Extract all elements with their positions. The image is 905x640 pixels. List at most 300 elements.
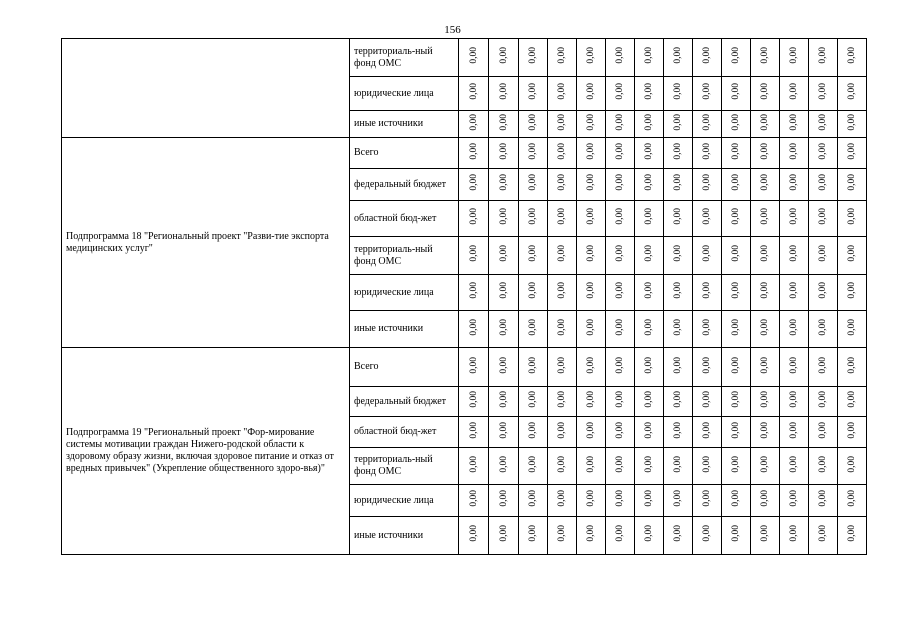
- value-cell: [635, 201, 664, 237]
- value-text: 0,00: [644, 490, 654, 507]
- value-text: 0,00: [702, 421, 712, 439]
- value-cell: [635, 237, 664, 275]
- value-text: 0,00: [847, 356, 857, 374]
- value-text: 0,00: [818, 421, 828, 439]
- value-text: 0,00: [498, 83, 509, 100]
- value-cell: [577, 448, 606, 485]
- value-text: 0,00: [586, 142, 596, 160]
- value-text: 0,00: [760, 391, 770, 408]
- value-text: 0,00: [468, 490, 479, 507]
- value-cell: [664, 77, 693, 111]
- value-text: 0,00: [760, 174, 770, 191]
- value-cell: [489, 448, 519, 485]
- value-text: 0,00: [702, 245, 712, 262]
- value-cell: [459, 138, 489, 169]
- value-text: 0,00: [615, 83, 625, 100]
- value-text: 0,00: [557, 356, 567, 374]
- value-cell: [809, 39, 838, 77]
- funding-source-cell: территориаль-ный фонд ОМС: [350, 448, 459, 485]
- value-text: 0,00: [702, 47, 712, 64]
- value-cell: [459, 387, 489, 417]
- value-text: 0,00: [760, 356, 770, 374]
- value-text: 0,00: [498, 113, 509, 131]
- value-cell: [459, 201, 489, 237]
- value-cell: [664, 237, 693, 275]
- value-text: 0,00: [498, 391, 509, 408]
- value-text: 0,00: [731, 525, 741, 542]
- value-cell: [519, 448, 548, 485]
- value-text: 0,00: [673, 490, 683, 507]
- value-cell: [577, 311, 606, 348]
- funding-source-cell: Всего: [350, 138, 459, 169]
- value-cell: [519, 311, 548, 348]
- value-text: 0,00: [586, 391, 596, 408]
- value-cell: [577, 275, 606, 311]
- value-text: 0,00: [498, 142, 509, 160]
- value-text: 0,00: [528, 113, 538, 131]
- value-cell: [664, 311, 693, 348]
- value-cell: [838, 237, 867, 275]
- value-cell: [635, 485, 664, 517]
- value-cell: [838, 275, 867, 311]
- value-cell: [751, 39, 780, 77]
- value-text: 0,00: [615, 525, 625, 542]
- value-cell: [780, 275, 809, 311]
- value-text: 0,00: [498, 525, 509, 542]
- value-text: 0,00: [731, 174, 741, 191]
- value-text: 0,00: [760, 421, 770, 439]
- value-cell: [664, 417, 693, 448]
- value-text: 0,00: [702, 208, 712, 225]
- value-cell: [548, 237, 577, 275]
- value-text: 0,00: [498, 47, 509, 64]
- value-text: 0,00: [644, 83, 654, 100]
- value-text: 0,00: [673, 47, 683, 64]
- value-cell: [838, 348, 867, 387]
- value-text: 0,00: [468, 142, 479, 160]
- value-text: 0,00: [760, 525, 770, 542]
- value-text: 0,00: [557, 47, 567, 64]
- budget-table: [61, 38, 867, 555]
- value-text: 0,00: [498, 282, 509, 299]
- value-text: 0,00: [557, 113, 567, 131]
- value-text: 0,00: [760, 282, 770, 299]
- value-text: 0,00: [760, 47, 770, 64]
- value-text: 0,00: [528, 83, 538, 100]
- value-cell: [459, 77, 489, 111]
- value-text: 0,00: [847, 142, 857, 160]
- value-cell: [722, 39, 751, 77]
- value-cell: [548, 275, 577, 311]
- value-cell: [809, 448, 838, 485]
- value-text: 0,00: [644, 282, 654, 299]
- value-cell: [606, 111, 635, 138]
- value-text: 0,00: [615, 356, 625, 374]
- value-cell: [809, 387, 838, 417]
- value-cell: [780, 448, 809, 485]
- value-text: 0,00: [468, 83, 479, 100]
- value-cell: [664, 138, 693, 169]
- funding-source-cell: иные источники: [350, 311, 459, 348]
- value-text: 0,00: [586, 525, 596, 542]
- value-cell: [722, 201, 751, 237]
- value-text: 0,00: [528, 47, 538, 64]
- value-text: 0,00: [498, 490, 509, 507]
- value-cell: [693, 448, 722, 485]
- value-cell: [809, 485, 838, 517]
- value-text: 0,00: [468, 245, 479, 262]
- value-text: 0,00: [644, 113, 654, 131]
- value-text: 0,00: [731, 356, 741, 374]
- value-cell: [489, 169, 519, 201]
- value-text: 0,00: [818, 47, 828, 64]
- value-cell: [459, 39, 489, 77]
- value-cell: [606, 77, 635, 111]
- value-cell: [693, 169, 722, 201]
- value-cell: [635, 448, 664, 485]
- value-cell: [635, 417, 664, 448]
- value-text: 0,00: [847, 421, 857, 439]
- value-cell: [751, 77, 780, 111]
- value-text: 0,00: [644, 421, 654, 439]
- value-cell: [489, 275, 519, 311]
- value-cell: [459, 237, 489, 275]
- value-text: 0,00: [702, 525, 712, 542]
- program-cell: Подпрограмма 19 "Региональный проект "Фор-мирование системы мотивации граждан Нижего-родской области к здоровому образу жизни, включая здоровое питание и отказ от вредных привычек" (Укрепление общественного здоро-вья)": [62, 348, 350, 555]
- value-cell: [635, 311, 664, 348]
- value-text: 0,00: [468, 113, 479, 131]
- value-cell: [780, 387, 809, 417]
- value-cell: [693, 237, 722, 275]
- value-cell: [780, 169, 809, 201]
- value-cell: [548, 111, 577, 138]
- value-text: 0,00: [818, 142, 828, 160]
- value-cell: [577, 237, 606, 275]
- value-cell: [722, 387, 751, 417]
- value-text: 0,00: [528, 208, 538, 225]
- value-text: 0,00: [673, 356, 683, 374]
- funding-source-cell: Всего: [350, 348, 459, 387]
- funding-source-cell: областной бюд-жет: [350, 417, 459, 448]
- value-text: 0,00: [468, 174, 479, 191]
- value-cell: [519, 275, 548, 311]
- value-cell: [489, 517, 519, 555]
- value-cell: [751, 201, 780, 237]
- value-text: 0,00: [586, 455, 596, 473]
- value-text: 0,00: [818, 318, 828, 336]
- value-cell: [751, 485, 780, 517]
- value-cell: [606, 448, 635, 485]
- value-text: 0,00: [847, 490, 857, 507]
- value-text: 0,00: [586, 356, 596, 374]
- funding-source-cell: федеральный бюджет: [350, 169, 459, 201]
- value-text: 0,00: [702, 174, 712, 191]
- value-cell: [693, 77, 722, 111]
- value-cell: [751, 138, 780, 169]
- value-cell: [459, 311, 489, 348]
- value-text: 0,00: [702, 356, 712, 374]
- value-cell: [809, 77, 838, 111]
- value-cell: [519, 417, 548, 448]
- value-text: 0,00: [615, 318, 625, 336]
- value-cell: [606, 138, 635, 169]
- value-cell: [722, 237, 751, 275]
- value-text: 0,00: [586, 113, 596, 131]
- value-text: 0,00: [731, 142, 741, 160]
- value-text: 0,00: [586, 282, 596, 299]
- value-cell: [751, 387, 780, 417]
- value-text: 0,00: [673, 525, 683, 542]
- value-cell: [606, 348, 635, 387]
- value-cell: [606, 201, 635, 237]
- value-cell: [548, 138, 577, 169]
- value-cell: [548, 169, 577, 201]
- value-text: 0,00: [847, 525, 857, 542]
- value-text: 0,00: [760, 113, 770, 131]
- value-cell: [635, 77, 664, 111]
- value-text: 0,00: [789, 83, 799, 100]
- value-text: 0,00: [557, 421, 567, 439]
- value-cell: [809, 517, 838, 555]
- value-text: 0,00: [731, 318, 741, 336]
- value-cell: [722, 77, 751, 111]
- value-cell: [548, 201, 577, 237]
- value-text: 0,00: [468, 208, 479, 225]
- value-cell: [489, 201, 519, 237]
- value-text: 0,00: [557, 208, 567, 225]
- value-text: 0,00: [847, 47, 857, 64]
- value-text: 0,00: [673, 174, 683, 191]
- funding-source-cell: иные источники: [350, 111, 459, 138]
- value-cell: [459, 111, 489, 138]
- value-text: 0,00: [731, 245, 741, 262]
- value-cell: [722, 448, 751, 485]
- value-cell: [489, 237, 519, 275]
- value-text: 0,00: [731, 455, 741, 473]
- value-cell: [722, 169, 751, 201]
- value-text: 0,00: [615, 421, 625, 439]
- value-text: 0,00: [789, 391, 799, 408]
- value-cell: [693, 275, 722, 311]
- value-text: 0,00: [847, 208, 857, 225]
- value-cell: [489, 39, 519, 77]
- value-text: 0,00: [847, 318, 857, 336]
- value-cell: [809, 417, 838, 448]
- value-cell: [838, 138, 867, 169]
- value-cell: [838, 517, 867, 555]
- value-text: 0,00: [673, 113, 683, 131]
- value-text: 0,00: [528, 174, 538, 191]
- value-cell: [751, 237, 780, 275]
- value-cell: [780, 111, 809, 138]
- value-text: 0,00: [789, 142, 799, 160]
- value-text: 0,00: [789, 356, 799, 374]
- value-text: 0,00: [731, 208, 741, 225]
- table-row: [62, 39, 867, 77]
- value-cell: [809, 138, 838, 169]
- value-text: 0,00: [731, 113, 741, 131]
- value-text: 0,00: [760, 142, 770, 160]
- value-text: 0,00: [528, 525, 538, 542]
- table-row: [62, 348, 867, 387]
- value-text: 0,00: [673, 142, 683, 160]
- value-text: 0,00: [702, 83, 712, 100]
- value-cell: [489, 417, 519, 448]
- value-text: 0,00: [468, 455, 479, 473]
- value-cell: [606, 275, 635, 311]
- funding-source-cell: областной бюд-жет: [350, 201, 459, 237]
- value-text: 0,00: [586, 490, 596, 507]
- value-cell: [577, 39, 606, 77]
- value-cell: [459, 348, 489, 387]
- value-text: 0,00: [818, 455, 828, 473]
- value-text: 0,00: [789, 318, 799, 336]
- value-cell: [577, 77, 606, 111]
- value-cell: [664, 348, 693, 387]
- value-text: 0,00: [789, 490, 799, 507]
- value-cell: [664, 448, 693, 485]
- value-text: 0,00: [847, 83, 857, 100]
- value-text: 0,00: [468, 47, 479, 64]
- value-text: 0,00: [789, 421, 799, 439]
- value-cell: [693, 311, 722, 348]
- value-cell: [751, 517, 780, 555]
- value-text: 0,00: [789, 47, 799, 64]
- value-text: 0,00: [557, 83, 567, 100]
- value-text: 0,00: [557, 525, 567, 542]
- value-cell: [838, 77, 867, 111]
- value-cell: [780, 311, 809, 348]
- value-cell: [809, 111, 838, 138]
- value-cell: [606, 237, 635, 275]
- value-cell: [838, 448, 867, 485]
- value-cell: [635, 348, 664, 387]
- value-cell: [722, 138, 751, 169]
- value-cell: [693, 387, 722, 417]
- value-cell: [693, 111, 722, 138]
- value-text: 0,00: [760, 455, 770, 473]
- value-text: 0,00: [818, 282, 828, 299]
- value-cell: [693, 39, 722, 77]
- value-cell: [693, 201, 722, 237]
- value-text: 0,00: [528, 282, 538, 299]
- value-cell: [577, 111, 606, 138]
- value-text: 0,00: [615, 174, 625, 191]
- value-text: 0,00: [789, 174, 799, 191]
- value-text: 0,00: [702, 142, 712, 160]
- value-cell: [780, 77, 809, 111]
- funding-source-cell: территориаль-ный фонд ОМС: [350, 237, 459, 275]
- value-text: 0,00: [498, 318, 509, 336]
- value-cell: [751, 311, 780, 348]
- value-text: 0,00: [760, 245, 770, 262]
- funding-source-cell: юридические лица: [350, 485, 459, 517]
- value-text: 0,00: [760, 490, 770, 507]
- value-text: 0,00: [615, 142, 625, 160]
- value-text: 0,00: [557, 174, 567, 191]
- value-cell: [780, 138, 809, 169]
- value-cell: [780, 39, 809, 77]
- value-cell: [664, 275, 693, 311]
- value-text: 0,00: [702, 318, 712, 336]
- value-text: 0,00: [789, 113, 799, 131]
- value-text: 0,00: [818, 490, 828, 507]
- value-text: 0,00: [702, 391, 712, 408]
- value-text: 0,00: [847, 174, 857, 191]
- value-cell: [751, 169, 780, 201]
- value-text: 0,00: [847, 245, 857, 262]
- value-cell: [664, 111, 693, 138]
- value-cell: [519, 485, 548, 517]
- value-cell: [809, 237, 838, 275]
- value-cell: [606, 387, 635, 417]
- value-text: 0,00: [847, 113, 857, 131]
- value-cell: [548, 348, 577, 387]
- value-text: 0,00: [557, 391, 567, 408]
- value-text: 0,00: [468, 421, 479, 439]
- value-text: 0,00: [818, 83, 828, 100]
- value-text: 0,00: [847, 391, 857, 408]
- value-text: 0,00: [644, 391, 654, 408]
- value-text: 0,00: [528, 356, 538, 374]
- value-text: 0,00: [615, 208, 625, 225]
- value-cell: [635, 517, 664, 555]
- value-text: 0,00: [673, 455, 683, 473]
- value-text: 0,00: [615, 455, 625, 473]
- value-cell: [780, 417, 809, 448]
- value-text: 0,00: [731, 421, 741, 439]
- value-text: 0,00: [557, 282, 567, 299]
- value-text: 0,00: [644, 208, 654, 225]
- value-text: 0,00: [789, 245, 799, 262]
- value-text: 0,00: [847, 455, 857, 473]
- value-text: 0,00: [702, 455, 712, 473]
- value-text: 0,00: [468, 356, 479, 374]
- value-text: 0,00: [528, 245, 538, 262]
- value-text: 0,00: [760, 318, 770, 336]
- value-text: 0,00: [760, 208, 770, 225]
- value-text: 0,00: [528, 490, 538, 507]
- value-text: 0,00: [818, 245, 828, 262]
- value-cell: [693, 485, 722, 517]
- value-cell: [548, 485, 577, 517]
- value-cell: [489, 387, 519, 417]
- value-cell: [459, 169, 489, 201]
- value-cell: [664, 485, 693, 517]
- value-cell: [635, 39, 664, 77]
- value-text: 0,00: [818, 208, 828, 225]
- value-cell: [606, 39, 635, 77]
- value-cell: [751, 275, 780, 311]
- value-cell: [519, 348, 548, 387]
- value-cell: [635, 275, 664, 311]
- value-text: 0,00: [498, 174, 509, 191]
- value-text: 0,00: [818, 174, 828, 191]
- value-text: 0,00: [644, 142, 654, 160]
- value-text: 0,00: [557, 490, 567, 507]
- value-cell: [722, 275, 751, 311]
- page-number: 156: [444, 24, 461, 36]
- value-text: 0,00: [673, 282, 683, 299]
- value-cell: [780, 517, 809, 555]
- value-text: 0,00: [528, 142, 538, 160]
- value-text: 0,00: [644, 525, 654, 542]
- value-text: 0,00: [673, 391, 683, 408]
- value-text: 0,00: [586, 208, 596, 225]
- value-cell: [577, 517, 606, 555]
- value-text: 0,00: [731, 282, 741, 299]
- value-cell: [548, 39, 577, 77]
